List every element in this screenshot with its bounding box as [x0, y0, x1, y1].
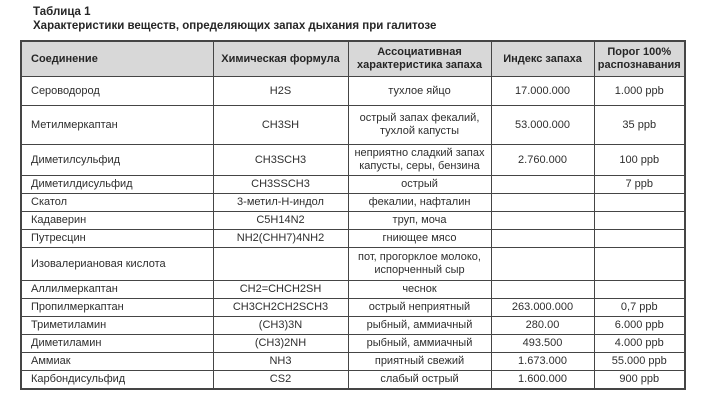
- table-cell: острый: [348, 176, 491, 194]
- table-cell: 35 ppb: [594, 106, 685, 145]
- table-cell: 7 ppb: [594, 176, 685, 194]
- table-row: [21, 371, 685, 390]
- table-caption-title: Характеристики веществ, определяющих запах дыхания при галитозе: [33, 20, 437, 32]
- table-cell: Метилмеркаптан: [21, 106, 213, 145]
- table-cell: CS2: [213, 371, 348, 390]
- table-cell: NH2(CHH7)4NH2: [213, 230, 348, 248]
- table-cell: [594, 212, 685, 230]
- table-row: [21, 77, 685, 106]
- table-cell: (CH3)3N: [213, 317, 348, 335]
- column-header: Ассоциативная характеристика запаха: [348, 41, 491, 77]
- table-cell: 1.673.000: [491, 353, 594, 371]
- table-caption-label: Таблица 1: [33, 6, 91, 18]
- table-row: [21, 299, 685, 317]
- table-row: [21, 194, 685, 212]
- column-header: Соединение: [21, 41, 213, 77]
- table-cell: Сероводород: [21, 77, 213, 106]
- table-cell: C5H14N2: [213, 212, 348, 230]
- table-cell: тухлое яйцо: [348, 77, 491, 106]
- table-cell: Аммиак: [21, 353, 213, 371]
- table-cell: [594, 248, 685, 281]
- table-cell: Пропилмеркаптан: [21, 299, 213, 317]
- column-header: Индекс запаха: [491, 41, 594, 77]
- table-cell: Путресцин: [21, 230, 213, 248]
- table-cell: Триметиламин: [21, 317, 213, 335]
- table-row: [21, 335, 685, 353]
- table-row: [21, 212, 685, 230]
- table-cell: 263.000.000: [491, 299, 594, 317]
- header-row: [21, 41, 685, 77]
- table-cell: 17.000.000: [491, 77, 594, 106]
- table-cell: 493.500: [491, 335, 594, 353]
- table-cell: [491, 212, 594, 230]
- table-cell: [491, 176, 594, 194]
- table-cell: острый неприятный: [348, 299, 491, 317]
- table-cell: неприятно сладкий запах капусты, серы, бензина: [348, 145, 491, 176]
- table-cell: Диметилсульфид: [21, 145, 213, 176]
- table-cell: 100 ppb: [594, 145, 685, 176]
- table-cell: Диметиламин: [21, 335, 213, 353]
- table-cell: Карбондисульфид: [21, 371, 213, 390]
- table-row: [21, 230, 685, 248]
- table-cell: CH3SH: [213, 106, 348, 145]
- table-cell: Изовалериановая кислота: [21, 248, 213, 281]
- table-cell: [491, 248, 594, 281]
- table-row: [21, 106, 685, 145]
- table-cell: [491, 230, 594, 248]
- table-cell: рыбный, аммиачный: [348, 317, 491, 335]
- table-cell: приятный свежий: [348, 353, 491, 371]
- table-cell: [594, 230, 685, 248]
- table-cell: 900 ppb: [594, 371, 685, 390]
- table-cell: Диметилдисульфид: [21, 176, 213, 194]
- table-cell: 53.000.000: [491, 106, 594, 145]
- table-cell: [491, 194, 594, 212]
- table-cell: пот, прогорклое молоко, испорченный сыр: [348, 248, 491, 281]
- table-row: [21, 317, 685, 335]
- table-cell: гниющее мясо: [348, 230, 491, 248]
- table-cell: Кадаверин: [21, 212, 213, 230]
- table-cell: 1.000 ppb: [594, 77, 685, 106]
- table-cell: [491, 281, 594, 299]
- table-row: [21, 176, 685, 194]
- table-row: [21, 281, 685, 299]
- table-cell: 4.000 ppb: [594, 335, 685, 353]
- table-cell: 55.000 ppb: [594, 353, 685, 371]
- table-cell: острый запах фекалий, тухлой капусты: [348, 106, 491, 145]
- table-cell: [213, 248, 348, 281]
- table-row: [21, 353, 685, 371]
- column-header: Химическая формула: [213, 41, 348, 77]
- table-cell: 0,7 ppb: [594, 299, 685, 317]
- table-cell: Аллилмеркаптан: [21, 281, 213, 299]
- table-cell: 3-метил-Н-индол: [213, 194, 348, 212]
- table-cell: NH3: [213, 353, 348, 371]
- table-cell: 2.760.000: [491, 145, 594, 176]
- table-cell: (CH3)2NH: [213, 335, 348, 353]
- table-cell: H2S: [213, 77, 348, 106]
- table-row: [21, 248, 685, 281]
- table-cell: [594, 281, 685, 299]
- table-cell: 1.600.000: [491, 371, 594, 390]
- table-cell: CH3CH2CH2SCH3: [213, 299, 348, 317]
- table-cell: 6.000 ppb: [594, 317, 685, 335]
- table-cell: труп, моча: [348, 212, 491, 230]
- table-body: [21, 77, 685, 390]
- column-header: Порог 100% распознавания: [594, 41, 685, 77]
- table-cell: CH3SSCH3: [213, 176, 348, 194]
- table-cell: CH3SCH3: [213, 145, 348, 176]
- table-cell: чеснок: [348, 281, 491, 299]
- table-cell: слабый острый: [348, 371, 491, 390]
- table-cell: рыбный, аммиачный: [348, 335, 491, 353]
- table-cell: CH2=CHCH2SH: [213, 281, 348, 299]
- table-row: [21, 145, 685, 176]
- table-cell: Скатол: [21, 194, 213, 212]
- table-cell: 280.00: [491, 317, 594, 335]
- table-cell: [594, 194, 685, 212]
- table-cell: фекалии, нафталин: [348, 194, 491, 212]
- halitosis-substances-table: [20, 40, 686, 390]
